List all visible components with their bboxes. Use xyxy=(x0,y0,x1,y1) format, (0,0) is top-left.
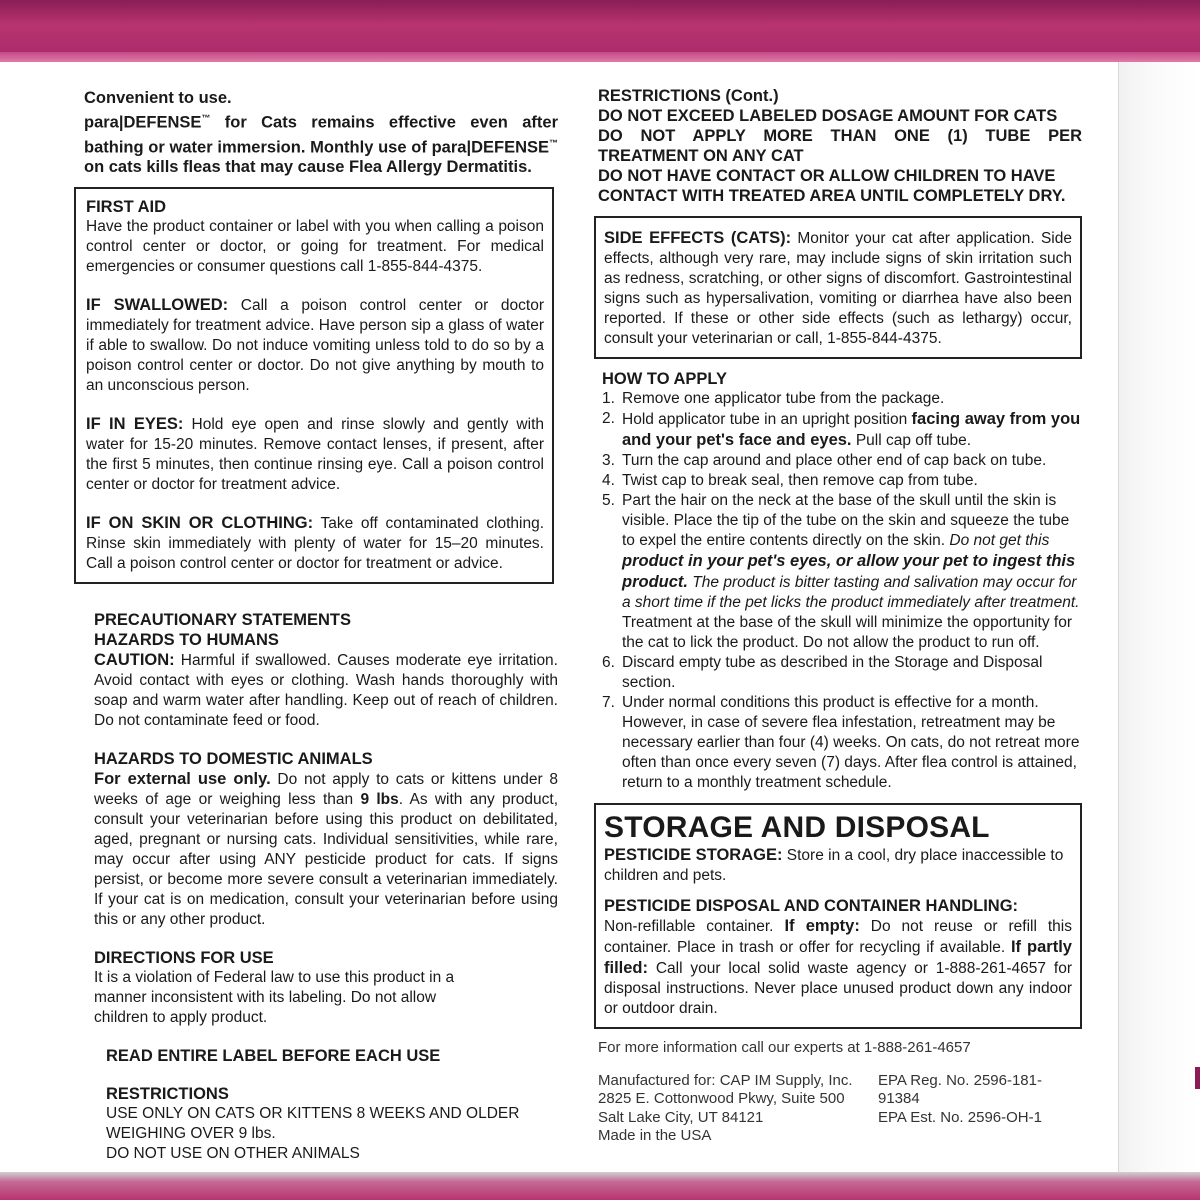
step-number: 7. xyxy=(602,694,615,711)
step5-italic-d: The product is bitter tasting and salivation may occur for a short time if the pet licks the product immediately after treatment. xyxy=(622,574,1080,611)
restriction-line: USE ONLY ON CATS OR KITTENS 8 WEEKS AND OLDER WEIGHING OVER 9 lbs. xyxy=(106,1105,520,1142)
step-number: 4. xyxy=(602,472,615,489)
step-item xyxy=(602,389,1082,409)
brand-name: para|DEFENSE xyxy=(84,113,202,132)
intro-text-a: for Cats remains effective even after bathing or water immersion. Monthly use of xyxy=(84,113,558,156)
step5-text-e: Treatment at the base of the skull will minimize the opportunity for the cat to lick the product. Do not allow the product to run off. xyxy=(622,614,1072,651)
pesticide-storage-text: Store in a cool, dry place inaccessible to children and pets. xyxy=(604,847,1064,884)
intro-paragraph xyxy=(84,108,558,177)
restrictions-block xyxy=(94,1084,558,1164)
domestic-animals-paragraph xyxy=(94,769,558,930)
disposal-heading: PESTICIDE DISPOSAL AND CONTAINER HANDLING: xyxy=(604,897,1019,915)
first-aid-box xyxy=(74,187,554,584)
if-swallowed-label: IF SWALLOWED: xyxy=(86,296,229,314)
trademark-symbol: ™ xyxy=(549,137,558,148)
step-number: 1. xyxy=(602,390,615,407)
restriction-cont-line: DO NOT HAVE CONTACT OR ALLOW CHILDREN TO HAVE CONTACT WITH TREATED AREA UNTIL COMPLETELY DRY. xyxy=(598,167,1066,205)
left-edge xyxy=(0,62,40,1172)
step-number: 6. xyxy=(602,654,615,671)
if-in-eyes-paragraph xyxy=(86,414,544,495)
if-on-skin-text: Take off contaminated clothing. Rinse skin immediately with plenty of water for 15–20 minutes. Call a poison control center or doctor for treatment or advice. xyxy=(86,515,545,572)
directions-heading: DIRECTIONS FOR USE xyxy=(94,949,274,967)
side-effects-text: Monitor your cat after application. Side effects, although very rare, may include signs of skin irritation such as redness, scratching, or other signs of discomfort. Gastrointestinal signs such as hypersalivation, vomiting or diarrhea have also been reported. If these or other side effects (such as lethargy) occur, consult your veterinarian or call, 1-855-844-4375. xyxy=(604,230,1072,347)
if-partly-filled-label: If partly filled: xyxy=(604,938,1072,977)
disposal-text-b: Do not reuse or refill this container. Place in trash or offer for recycling if available. xyxy=(604,918,1072,956)
domestic-animals-heading: HAZARDS TO DOMESTIC ANIMALS xyxy=(94,750,373,768)
first-aid-body: Have the product container or label with you when calling a poison control center or doctor, or going for treatment. For medical emergencies or consumer questions call 1-855-844-4375. xyxy=(86,218,544,275)
step-item xyxy=(602,471,1082,491)
domestic-text-a: Do not apply to cats or kittens under 8 weeks of age or weighing less than xyxy=(94,771,558,808)
epa-block xyxy=(878,1072,1082,1146)
step2-text-c: Pull cap off tube. xyxy=(851,432,972,449)
side-effects-label: SIDE EFFECTS (CATS): xyxy=(604,229,792,247)
step5-italic-a: Do not get this xyxy=(949,532,1050,549)
step-text: Under normal conditions this product is effective for a month. However, in case of severe flea infestation, retreatment may be necessary earlier than four (4) weeks. On cats, do not retreat more often than once every seven (7) days. After flea control is attained, return to a monthly treatment schedule. xyxy=(622,694,1080,791)
restrictions-cont-block xyxy=(598,86,1082,206)
hazards-humans-heading: HAZARDS TO HUMANS xyxy=(94,631,279,649)
how-to-apply-heading: HOW TO APPLY xyxy=(602,370,727,388)
restriction-cont-line: DO NOT APPLY MORE THAN ONE (1) TUBE PER TREATMENT ON ANY CAT xyxy=(598,127,1082,165)
step-text: Discard empty tube as described in the Storage and Disposal section. xyxy=(622,654,1043,691)
first-aid-heading: FIRST AID xyxy=(86,198,167,216)
disposal-text-a: Non-refillable container. xyxy=(604,918,785,935)
step2-warning: facing away from you and your pet's face and eyes. xyxy=(622,410,1081,449)
manufacturer-line: Salt Lake City, UT 84121 xyxy=(598,1108,764,1126)
pesticide-storage-paragraph xyxy=(604,845,1072,886)
if-on-skin-paragraph xyxy=(86,513,544,574)
step5-warning: product in your pet's eyes, or allow your pet to ingest this product. xyxy=(622,552,1076,591)
manufacturer-line: 2825 E. Cottonwood Pkwy, Suite 500 xyxy=(598,1090,845,1107)
if-swallowed-paragraph xyxy=(86,295,544,396)
directions-body: It is a violation of Federal law to use this product in a manner inconsistent with its labeling. Do not allow children to apply product. xyxy=(94,969,455,1026)
restriction-cont-line: DO NOT EXCEED LABELED DOSAGE AMOUNT FOR CATS xyxy=(598,107,1058,125)
step-item xyxy=(602,491,1082,653)
bottom-color-band xyxy=(0,1172,1200,1200)
disposal-text-c: Call your local solid waste agency or 1-888-261-4657 for disposal instructions. Never place unused product down any indoor or outdoor drain. xyxy=(604,960,1072,1017)
left-column xyxy=(84,88,558,1164)
top-band-lip xyxy=(0,52,1200,62)
domestic-text-b: . As with any product, consult your veterinarian before using this product on debilitated, aged, pregnant or nursing cats. Individual sensitivities, while rare, may occur after using ANY pesticide product for cats. If signs persist, or become more severe consult a veterinarian immediately. If your cat is on medication, consult your veterinarian before using this or any other product. xyxy=(94,791,558,928)
disposal-paragraph xyxy=(604,916,1072,1019)
manufacturer-block xyxy=(598,1072,878,1146)
brand-name: para|DEFENSE xyxy=(431,138,549,156)
if-in-eyes-label: IF IN EYES: xyxy=(86,415,184,433)
step-item xyxy=(602,451,1082,471)
step-text: Turn the cap around and place other end of cap back on tube. xyxy=(622,452,1047,469)
top-color-band xyxy=(0,0,1200,62)
restriction-line: DO NOT USE ON OTHER ANIMALS xyxy=(106,1145,360,1162)
step-number: 5. xyxy=(602,492,615,509)
step-text xyxy=(622,409,1082,451)
side-effects-box xyxy=(594,216,1082,359)
trademark-symbol: ™ xyxy=(201,113,211,123)
footer xyxy=(598,1039,1082,1146)
step-text: Remove one applicator tube from the package. xyxy=(622,390,945,407)
precautionary-section xyxy=(84,610,558,1164)
if-in-eyes-text: Hold eye open and rinse slowly and gently with water for 15-20 minutes. Remove contact lenses, if present, after the first 5 minutes, then continue rinsing eye. Call a poison control center or doctor for treatment advice. xyxy=(86,416,544,493)
box-side-edge xyxy=(1118,62,1200,1172)
if-swallowed-text: Call a poison control center or doctor immediately for treatment advice. Have person sip a glass of water if able to swallow. Do not induce vomiting unless told to do so by a poison control center or doctor. Do not give anything by mouth to an unconscious person. xyxy=(86,297,544,394)
precautionary-heading: PRECAUTIONARY STATEMENTS xyxy=(94,611,351,629)
restrictions-heading: RESTRICTIONS xyxy=(106,1085,229,1103)
step5-text-a: Part the hair on the neck at the base of the skull until the skin is visible. Place the tip of the tube on the skin and squeeze the tube to expel the entire contents directly on the skin. xyxy=(622,492,1070,549)
step-item xyxy=(602,693,1082,793)
storage-disposal-title: STORAGE AND DISPOSAL xyxy=(604,811,990,844)
step-text: Twist cap to break seal, then remove cap from tube. xyxy=(622,472,978,489)
manufacturer-line: Manufactured for: CAP IM Supply, Inc. xyxy=(598,1071,853,1089)
step-item xyxy=(602,409,1082,451)
side-effects-paragraph xyxy=(604,228,1072,349)
step-item xyxy=(602,653,1082,693)
epa-line: EPA Est. No. 2596-OH-1 xyxy=(878,1108,1042,1126)
intro-block xyxy=(84,88,558,177)
epa-line: EPA Reg. No. 2596-181-91384 xyxy=(878,1071,1042,1107)
weight-value: 9 lbs xyxy=(360,791,399,808)
step-text xyxy=(622,491,1082,653)
footer-grid xyxy=(598,1072,1082,1146)
restrictions-cont-heading: RESTRICTIONS (Cont.) xyxy=(598,87,779,105)
step-number: 2. xyxy=(602,410,615,427)
info-line: For more information call our experts at 1-888-261-4657 xyxy=(598,1039,971,1056)
intro-line1: Convenient to use. xyxy=(84,89,232,107)
caution-text: Harmful if swallowed. Causes moderate eye irritation. Avoid contact with eyes or clothing. Wash hands thoroughly with soap and warm water after handling. Keep out of reach of children. Do not contaminate feed or food. xyxy=(94,652,558,729)
caution-label: CAUTION: xyxy=(94,651,175,669)
step-number: 3. xyxy=(602,452,615,469)
caution-paragraph xyxy=(94,650,558,731)
edge-tick xyxy=(1195,1067,1200,1089)
pesticide-storage-label: PESTICIDE STORAGE: xyxy=(604,846,783,864)
if-on-skin-label: IF ON SKIN OR CLOTHING: xyxy=(86,514,314,532)
how-to-apply-section xyxy=(598,369,1082,793)
if-empty-label: If empty: xyxy=(784,917,860,935)
external-use-label: For external use only. xyxy=(94,770,271,788)
intro-text-b: on cats kills fleas that may cause Flea Allergy Dermatitis. xyxy=(84,158,532,176)
storage-disposal-box xyxy=(594,803,1082,1029)
read-label-notice: READ ENTIRE LABEL BEFORE EACH USE xyxy=(106,1047,441,1065)
step2-text-a: Hold applicator tube in an upright position xyxy=(622,411,912,428)
right-column xyxy=(598,86,1082,1146)
manufacturer-line: Made in the USA xyxy=(598,1127,712,1144)
